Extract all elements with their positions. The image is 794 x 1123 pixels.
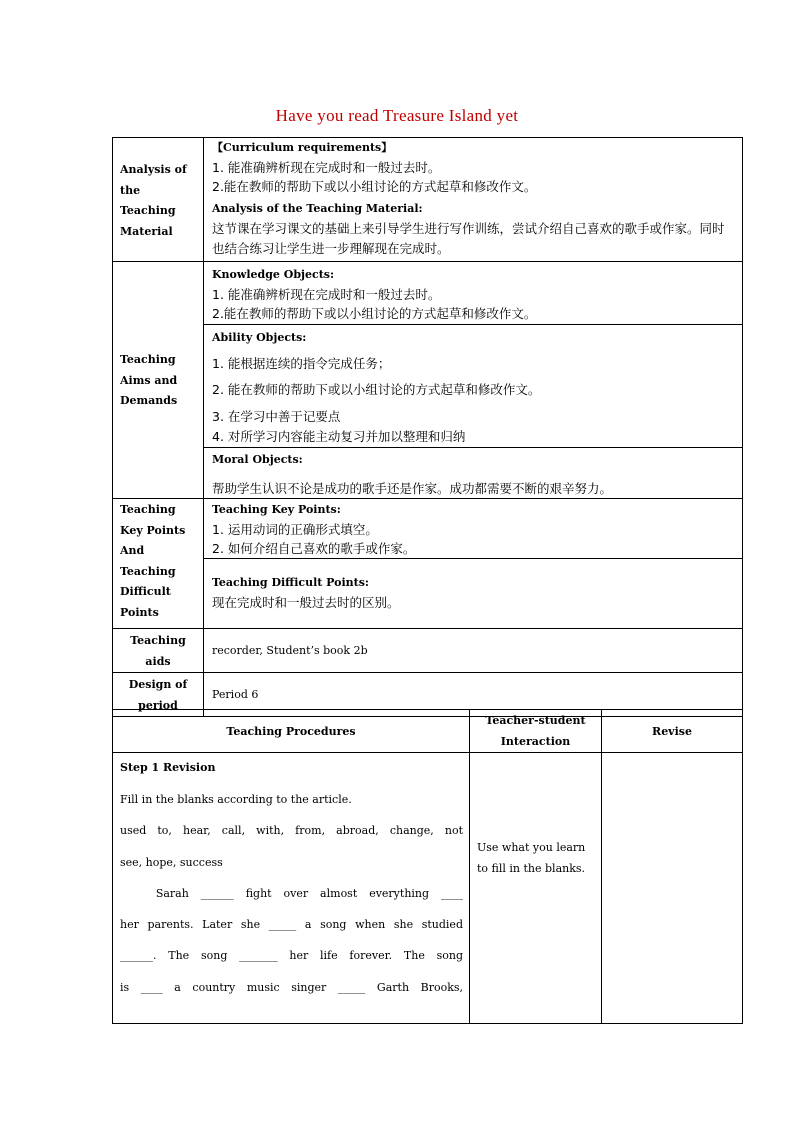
passage-line: Sarah ______ fight over almost everything ____ <box>120 886 463 900</box>
word-bank-line: used to, hear, call, with, from, abroad, change, not <box>120 824 463 838</box>
knowledge-heading: Knowledge Objects: <box>212 268 335 281</box>
document-title: Have you read Treasure Island yet <box>275 106 519 125</box>
ability-item: 4. 对所学习内容能主动复习并加以整理和归纳 <box>212 429 466 444</box>
ability-content <box>204 325 743 448</box>
lesson-plan-table <box>112 137 743 717</box>
key-points-heading: Teaching Key Points: <box>212 503 341 516</box>
step-title: Step 1 Revision <box>120 761 216 774</box>
word-bank-line: see, hope, success <box>120 855 223 869</box>
interaction-text: Use what you learn to fill in the blanks. <box>470 753 602 1024</box>
ability-row <box>113 325 743 448</box>
aids-row <box>113 629 743 673</box>
revise-cell <box>602 753 743 1024</box>
analysis-label: Analysis of the Teaching Material <box>113 138 204 262</box>
curriculum-heading: 【Curriculum requirements】 <box>212 141 393 154</box>
moral-heading: Moral Objects: <box>212 453 303 466</box>
difficult-text: 现在完成时和一般过去时的区别。 <box>212 595 400 610</box>
moral-content <box>204 448 743 499</box>
key-point-item: 1. 运用动词的正确形式填空。 <box>212 522 378 537</box>
procedures-header-row <box>113 710 743 753</box>
procedures-table <box>112 709 743 1024</box>
revise-header: Revise <box>602 710 743 753</box>
aims-label: Teaching Aims and Demands <box>113 262 204 499</box>
moral-row <box>113 448 743 499</box>
curriculum-item: 1. 能准确辨析现在完成时和一般过去时。 <box>212 160 441 175</box>
procedures-header: Teaching Procedures <box>113 710 470 753</box>
ability-heading: Ability Objects: <box>212 331 307 344</box>
aids-label: Teaching aids <box>113 629 204 673</box>
passage-line: is ____ a country music singer _____ Garth Brooks, <box>120 980 463 994</box>
passage-line: ______. The song _______ her life forever. The song <box>120 949 463 963</box>
key-point-item: 2. 如何介绍自己喜欢的歌手或作家。 <box>212 541 416 556</box>
step-row <box>113 753 743 1024</box>
interaction-header: Teacher-student Interaction <box>470 710 602 753</box>
material-heading: Analysis of the Teaching Material: <box>212 202 423 215</box>
analysis-content <box>204 138 743 262</box>
knowledge-row <box>113 262 743 325</box>
aids-value: recorder, Student’s book 2b <box>204 629 743 673</box>
difficult-row <box>113 559 743 629</box>
material-text: 这节课在学习课文的基础上来引导学生进行写作训练，尝试介绍自己喜欢的歌手或作家。同时也结合练习让学生进一步理解现在完成时。 <box>212 221 725 256</box>
knowledge-item: 1. 能准确辨析现在完成时和一般过去时。 <box>212 287 441 302</box>
keypoints-content <box>204 499 743 559</box>
passage-line: her parents. Later she _____ a song when she studied <box>120 918 463 932</box>
keypoints-row <box>113 499 743 559</box>
analysis-row <box>113 138 743 262</box>
moral-text: 帮助学生认识不论是成功的歌手还是作家。成功都需要不断的艰辛努力。 <box>212 481 613 496</box>
difficult-points-heading: Teaching Difficult Points: <box>212 576 369 589</box>
instruction-line: Fill in the blanks according to the article. <box>120 793 352 806</box>
period-value: Period 6 <box>204 673 743 717</box>
ability-item: 3. 在学习中善于记要点 <box>212 409 341 424</box>
step-content <box>113 753 470 1024</box>
period-label: Design of period <box>113 673 204 717</box>
difficult-content <box>204 559 743 629</box>
ability-item: 1. 能根据连续的指令完成任务； <box>212 356 391 371</box>
keypoints-label: Teaching Key Points And Teaching Difficult Points <box>113 499 204 629</box>
ability-item: 2. 能在教师的帮助下或以小组讨论的方式起草和修改作文。 <box>212 382 541 397</box>
knowledge-content <box>204 262 743 325</box>
knowledge-item: 2.能在教师的帮助下或以小组讨论的方式起草和修改作文。 <box>212 306 537 321</box>
curriculum-item: 2.能在教师的帮助下或以小组讨论的方式起草和修改作文。 <box>212 179 537 194</box>
